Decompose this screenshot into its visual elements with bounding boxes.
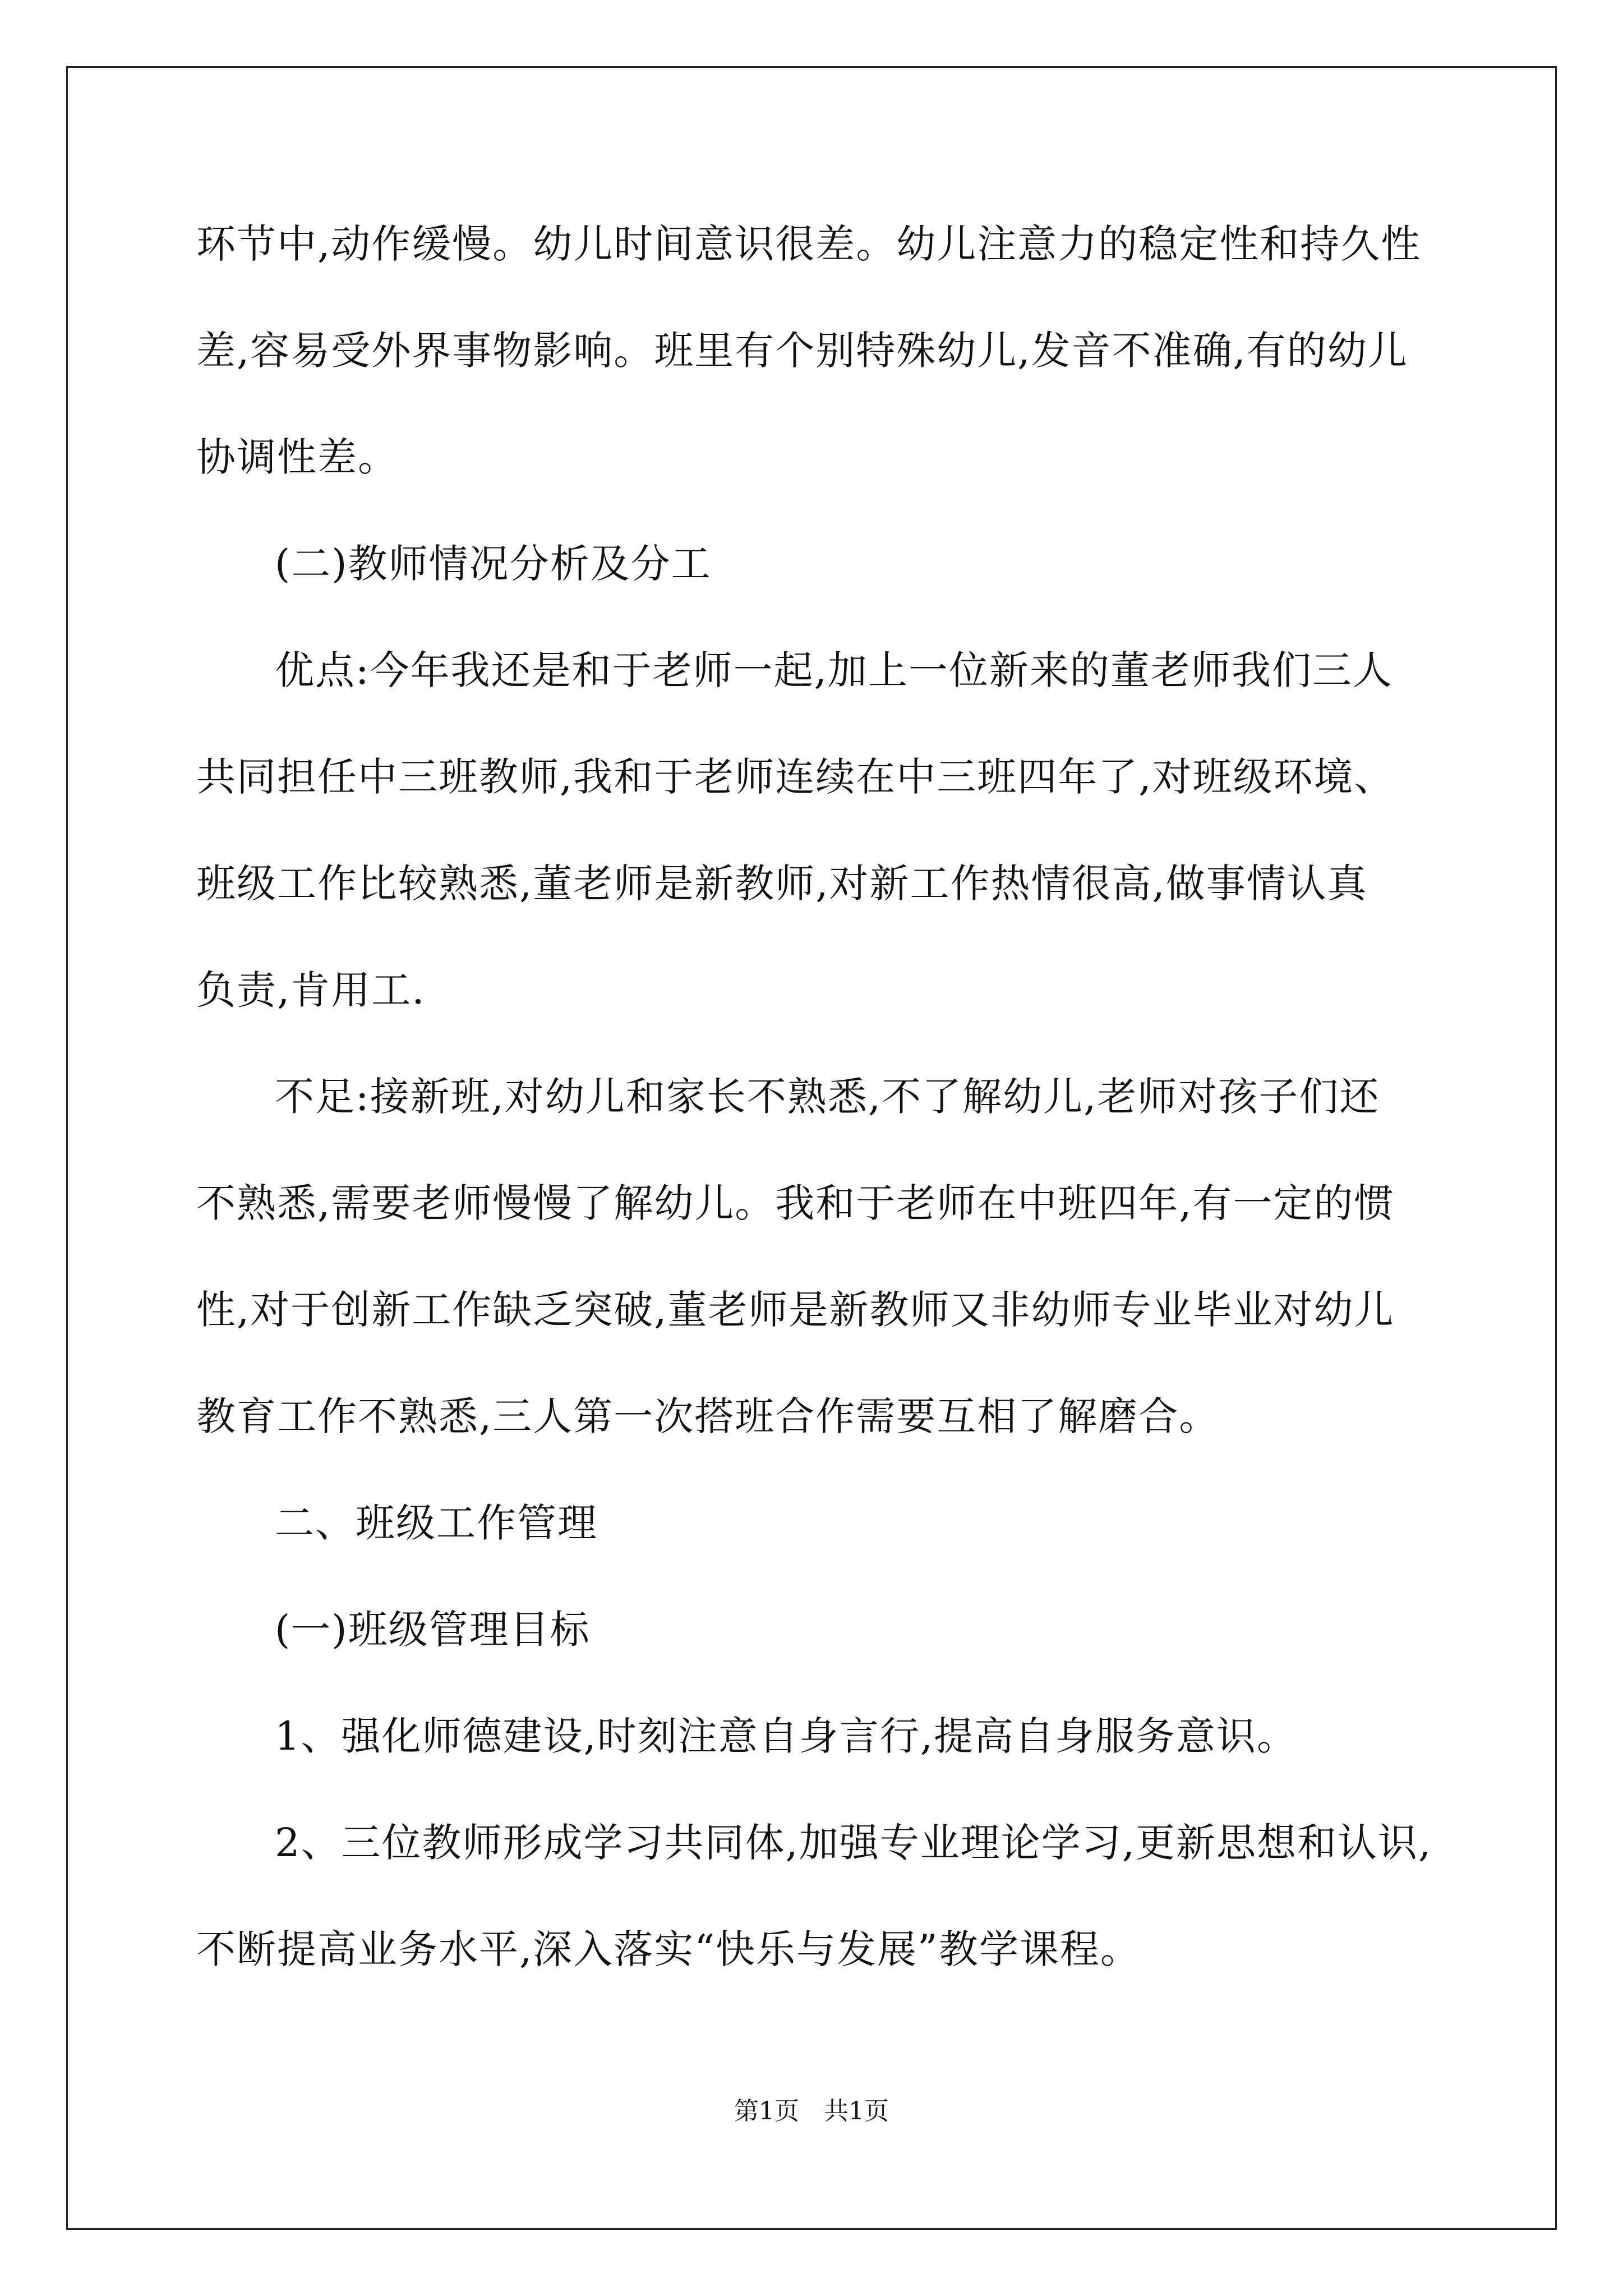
page-footer: 第1页 共1页 <box>734 2097 889 2125</box>
text-line: 差,容易受外界事物影响。班里有个别特殊幼儿,发音不准确,有的幼儿 <box>196 328 1408 374</box>
text-line: 性,对于创新工作缺乏突破,董老师是新教师又非幼师专业毕业对幼儿 <box>196 1287 1395 1333</box>
text-line: 环节中,动作缓慢。幼儿时间意识很差。幼儿注意力的稳定性和持久性 <box>196 221 1422 267</box>
text-line: 不熟悉,需要老师慢慢了解幼儿。我和于老师在中班四年,有一定的惯 <box>196 1180 1395 1226</box>
text-line: 二、班级工作管理 <box>275 1500 598 1546</box>
text-line: 协调性差。 <box>196 434 398 480</box>
text-line: 教育工作不熟悉,三人第一次搭班合作需要互相了解磨合。 <box>196 1393 1220 1439</box>
text-line: 1、强化师德建设,时刻注意自身言行,提高自身服务意识。 <box>275 1713 1298 1759</box>
document-body <box>196 191 1430 2003</box>
text-line: 负责,肯用工. <box>196 967 426 1013</box>
text-line: 优点:今年我还是和于老师一起,加上一位新来的董老师我们三人 <box>275 647 1393 693</box>
text-line: (一)班级管理目标 <box>275 1607 591 1653</box>
text-line: 不足:接新班,对幼儿和家长不熟悉,不了解幼儿,老师对孩子们还 <box>275 1074 1380 1120</box>
text-line: 不断提高业务水平,深入落实“快乐与发展”教学课程。 <box>196 1926 1141 1972</box>
text-line: (二)教师情况分析及分工 <box>275 541 712 587</box>
text-line: 2、三位教师形成学习共同体,加强专业理论学习,更新思想和认识, <box>275 1820 1432 1866</box>
text-line: 共同担任中三班教师,我和于老师连续在中三班四年了,对班级环境、 <box>196 754 1395 800</box>
text-line: 班级工作比较熟悉,董老师是新教师,对新工作热情很高,做事情认真 <box>196 861 1368 907</box>
